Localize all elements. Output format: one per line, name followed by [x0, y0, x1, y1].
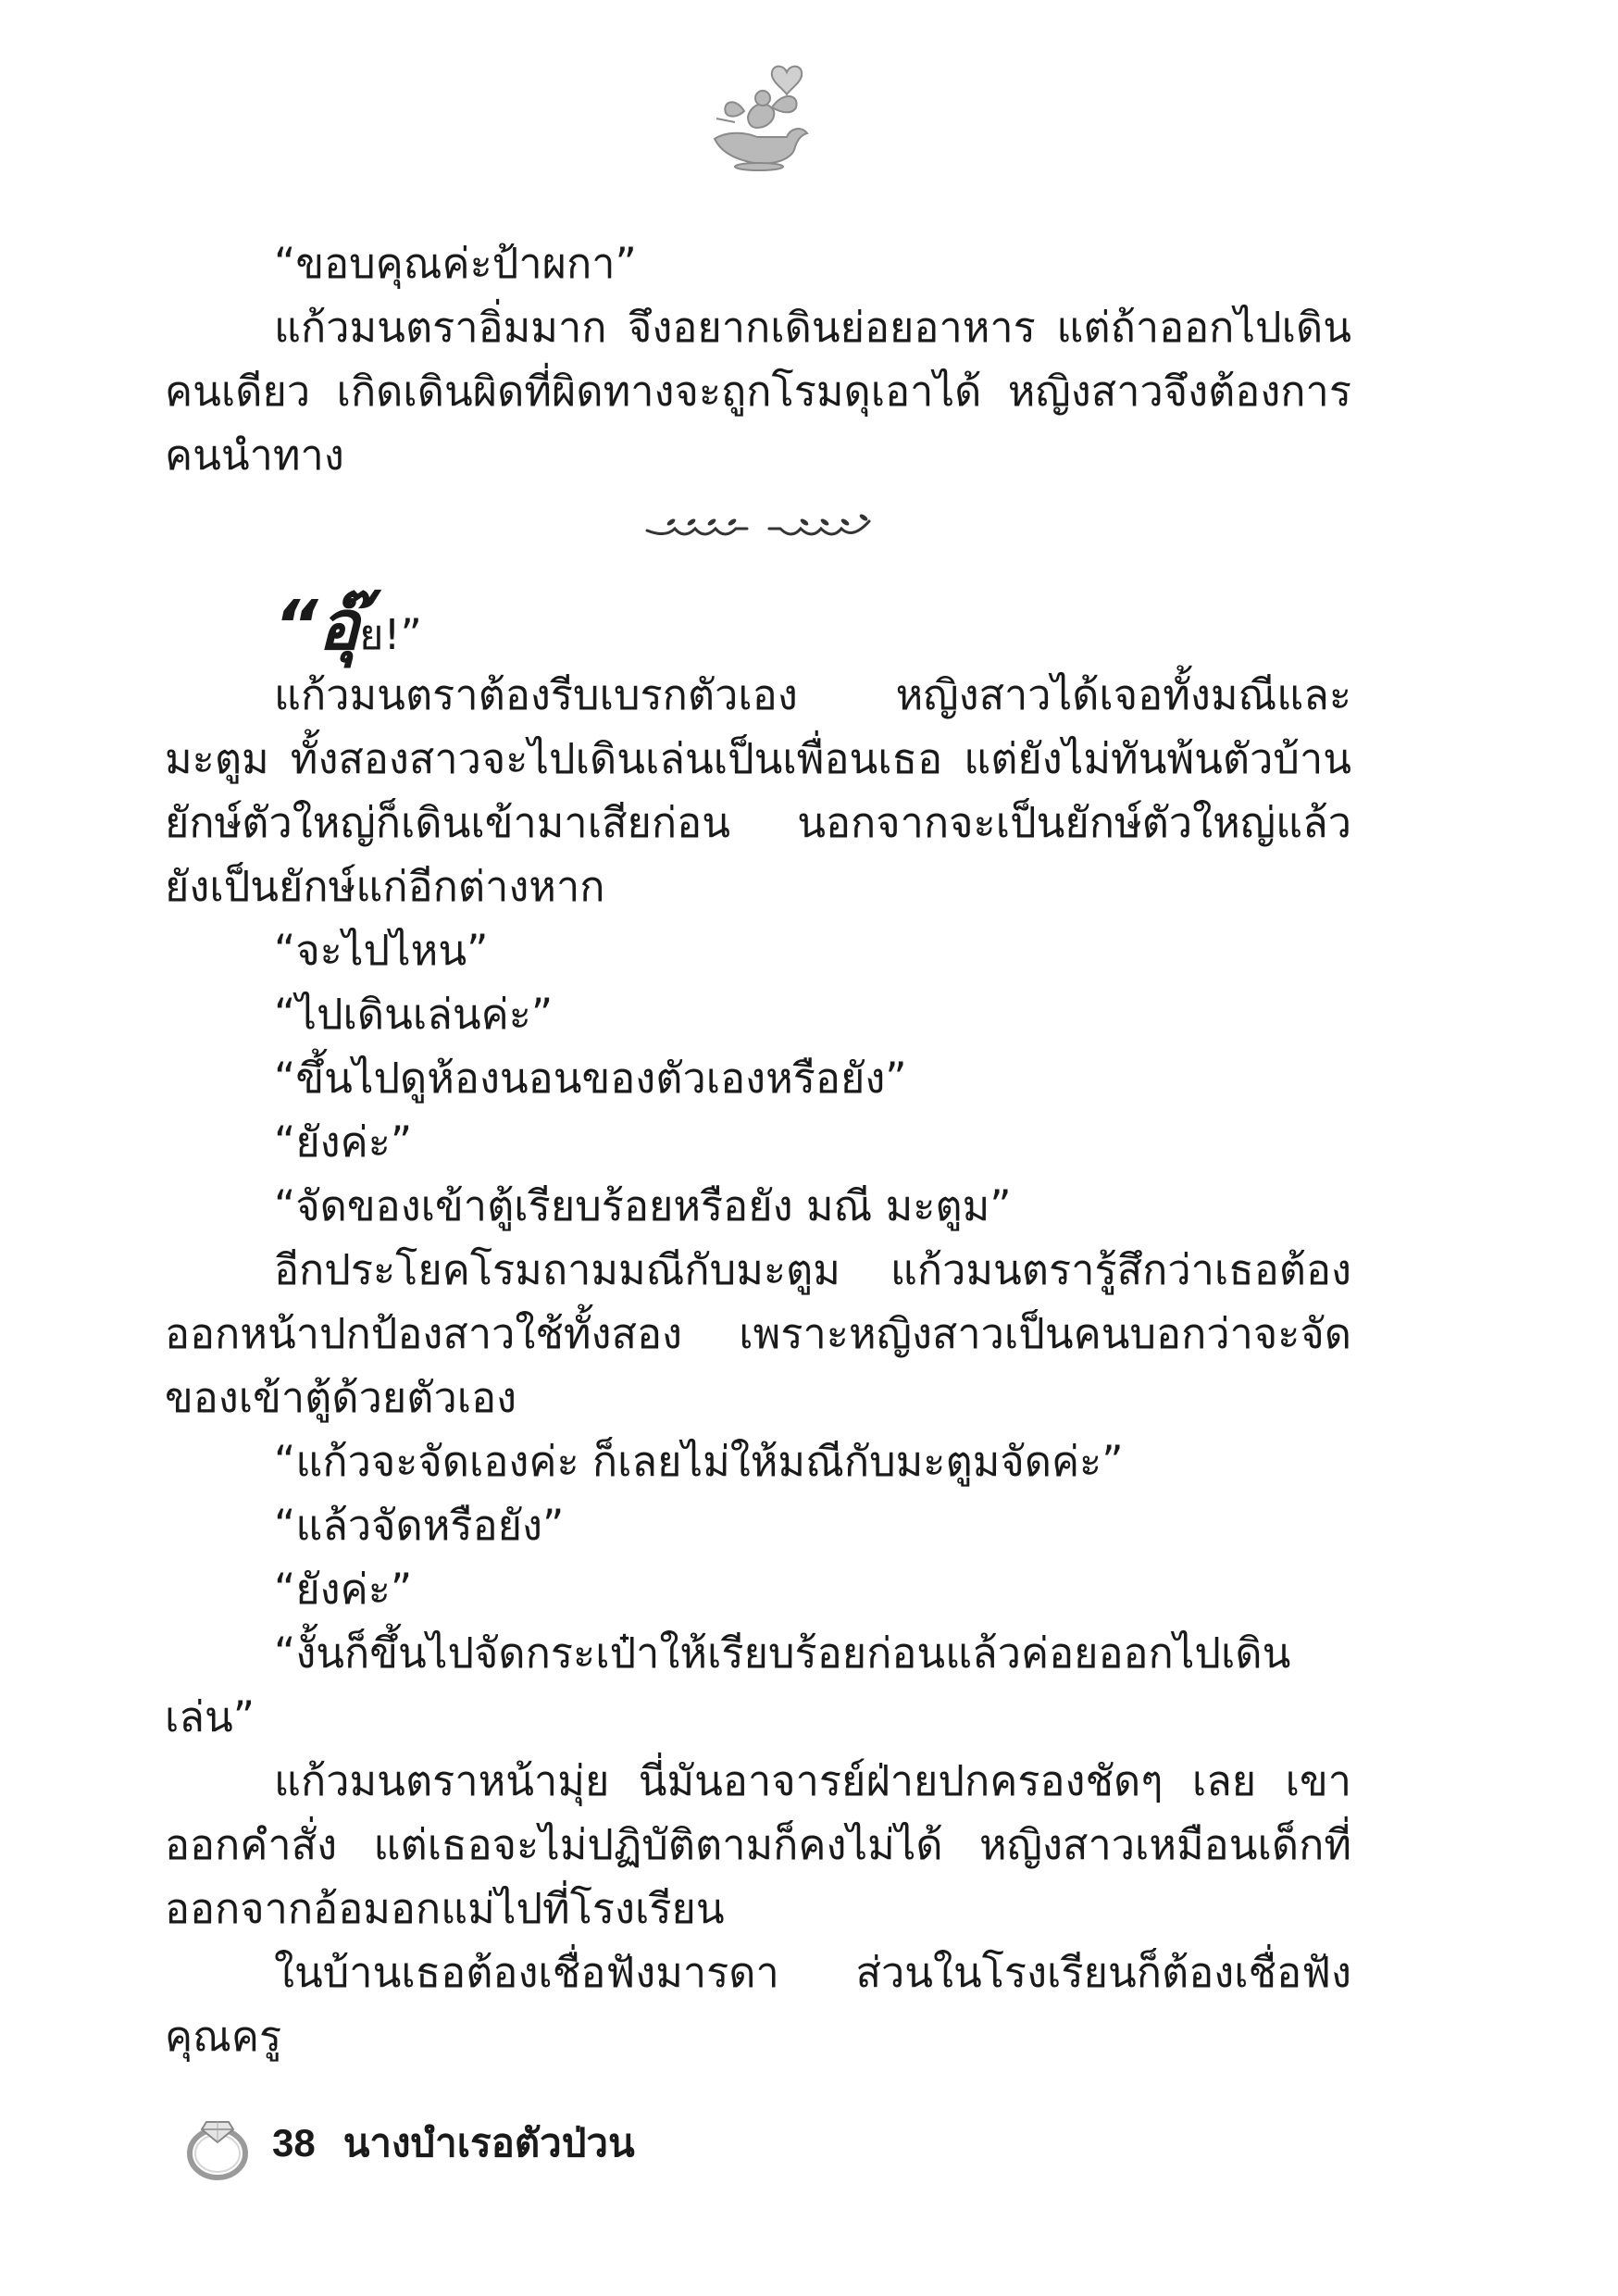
paragraph: อีกประโยคโรมถามมณีกับมะตูม แก้วมนตรารู้สึกว่าเธอต้องออกหน้าปกป้องสาวใช้ทั้งสอง เพราะหญิงสาวเป็นคนบอกว่าจะจัดของเข้าตู้ด้วยตัวเอง: [165, 1245, 1351, 1422]
dialogue-line: “งั้นก็ขึ้นไปจัดกระเป๋าให้เรียบร้อยก่อนแล้วค่อยออกไปเดินเล่น”: [165, 1628, 1291, 1741]
dialogue-line: “แล้วจัดหรือยัง”: [274, 1501, 565, 1550]
paragraph: แก้วมนตราต้องรีบเบรกตัวเอง หญิงสาวได้เจอทั้งมณีและมะตูม ทั้งสองสาวจะไปเดินเล่นเป็นเพื่อนเธอ แต่ยังไม่ทันพ้นตัวบ้าน ยักษ์ตัวใหญ่ก็เดินเข้ามาเสียก่อน นอกจากจะเป็นยักษ์ตัวใหญ่แล้ว ยังเป็นยักษ์แก่อีกต่างหาก: [165, 670, 1351, 911]
leaf-vine-divider-icon: [638, 510, 878, 547]
paragraph: แก้วมนตราหน้ามุ่ย นี่มันอาจารย์ฝ่ายปกครองชัดๆ เลย เขาออกคำสั่ง แต่เธอจะไม่ปฏิบัติตามก็คงไม่ได้ หญิงสาวเหมือนเด็กที่ออกจากอ้อมอกแม่ไปที่โรงเรียน: [165, 1756, 1351, 1933]
exclamation-heading: [165, 570, 1351, 666]
diamond-ring-icon: [176, 2102, 259, 2185]
paragraph: แก้วมนตราอิ่มมาก จึงอยากเดินย่อยอาหาร แต่ถ้าออกไปเดินคนเดียว เกิดเดินผิดที่ผิดทางจะถูกโรมดุเอาได้ หญิงสาวจึงต้องการคนนำทาง: [165, 303, 1351, 480]
body-text: [165, 231, 1351, 2068]
exclamation-drop-word: “อุ๊: [274, 586, 360, 666]
paragraph: ในบ้านเธอต้องเชื่อฟังมารดา ส่วนในโรงเรียนก็ต้องเชื่อฟังคุณครู: [165, 1948, 1351, 2061]
page-number: 38: [272, 2121, 316, 2165]
dialogue-line: “ยังค่ะ”: [274, 1565, 413, 1614]
cupid-teapot-emblem-icon: [698, 54, 818, 174]
dialogue-line: “ขึ้นไปดูห้องนอนของตัวเองหรือยัง”: [274, 1054, 907, 1103]
dialogue-line: “จะไปไหน”: [274, 926, 489, 975]
dialogue-line: “จัดของเข้าตู้เรียบร้อยหรือยัง มณี มะตูม”: [274, 1181, 1012, 1230]
scene-divider: [165, 487, 1351, 570]
book-title: นางบำเรอตัวป่วน: [342, 2120, 635, 2165]
paragraph: “ขอบคุณค่ะป้าผกา”: [274, 239, 637, 288]
dialogue-line: “ไปเดินเล่นค่ะ”: [274, 990, 554, 1039]
page-footer: [176, 2102, 635, 2185]
dialogue-line: “ยังค่ะ”: [274, 1117, 413, 1167]
dialogue-line: “แก้วจะจัดเองค่ะ ก็เลยไม่ให้มณีกับมะตูมจัดค่ะ”: [274, 1437, 1124, 1486]
exclamation-tail: ย!”: [359, 610, 422, 659]
